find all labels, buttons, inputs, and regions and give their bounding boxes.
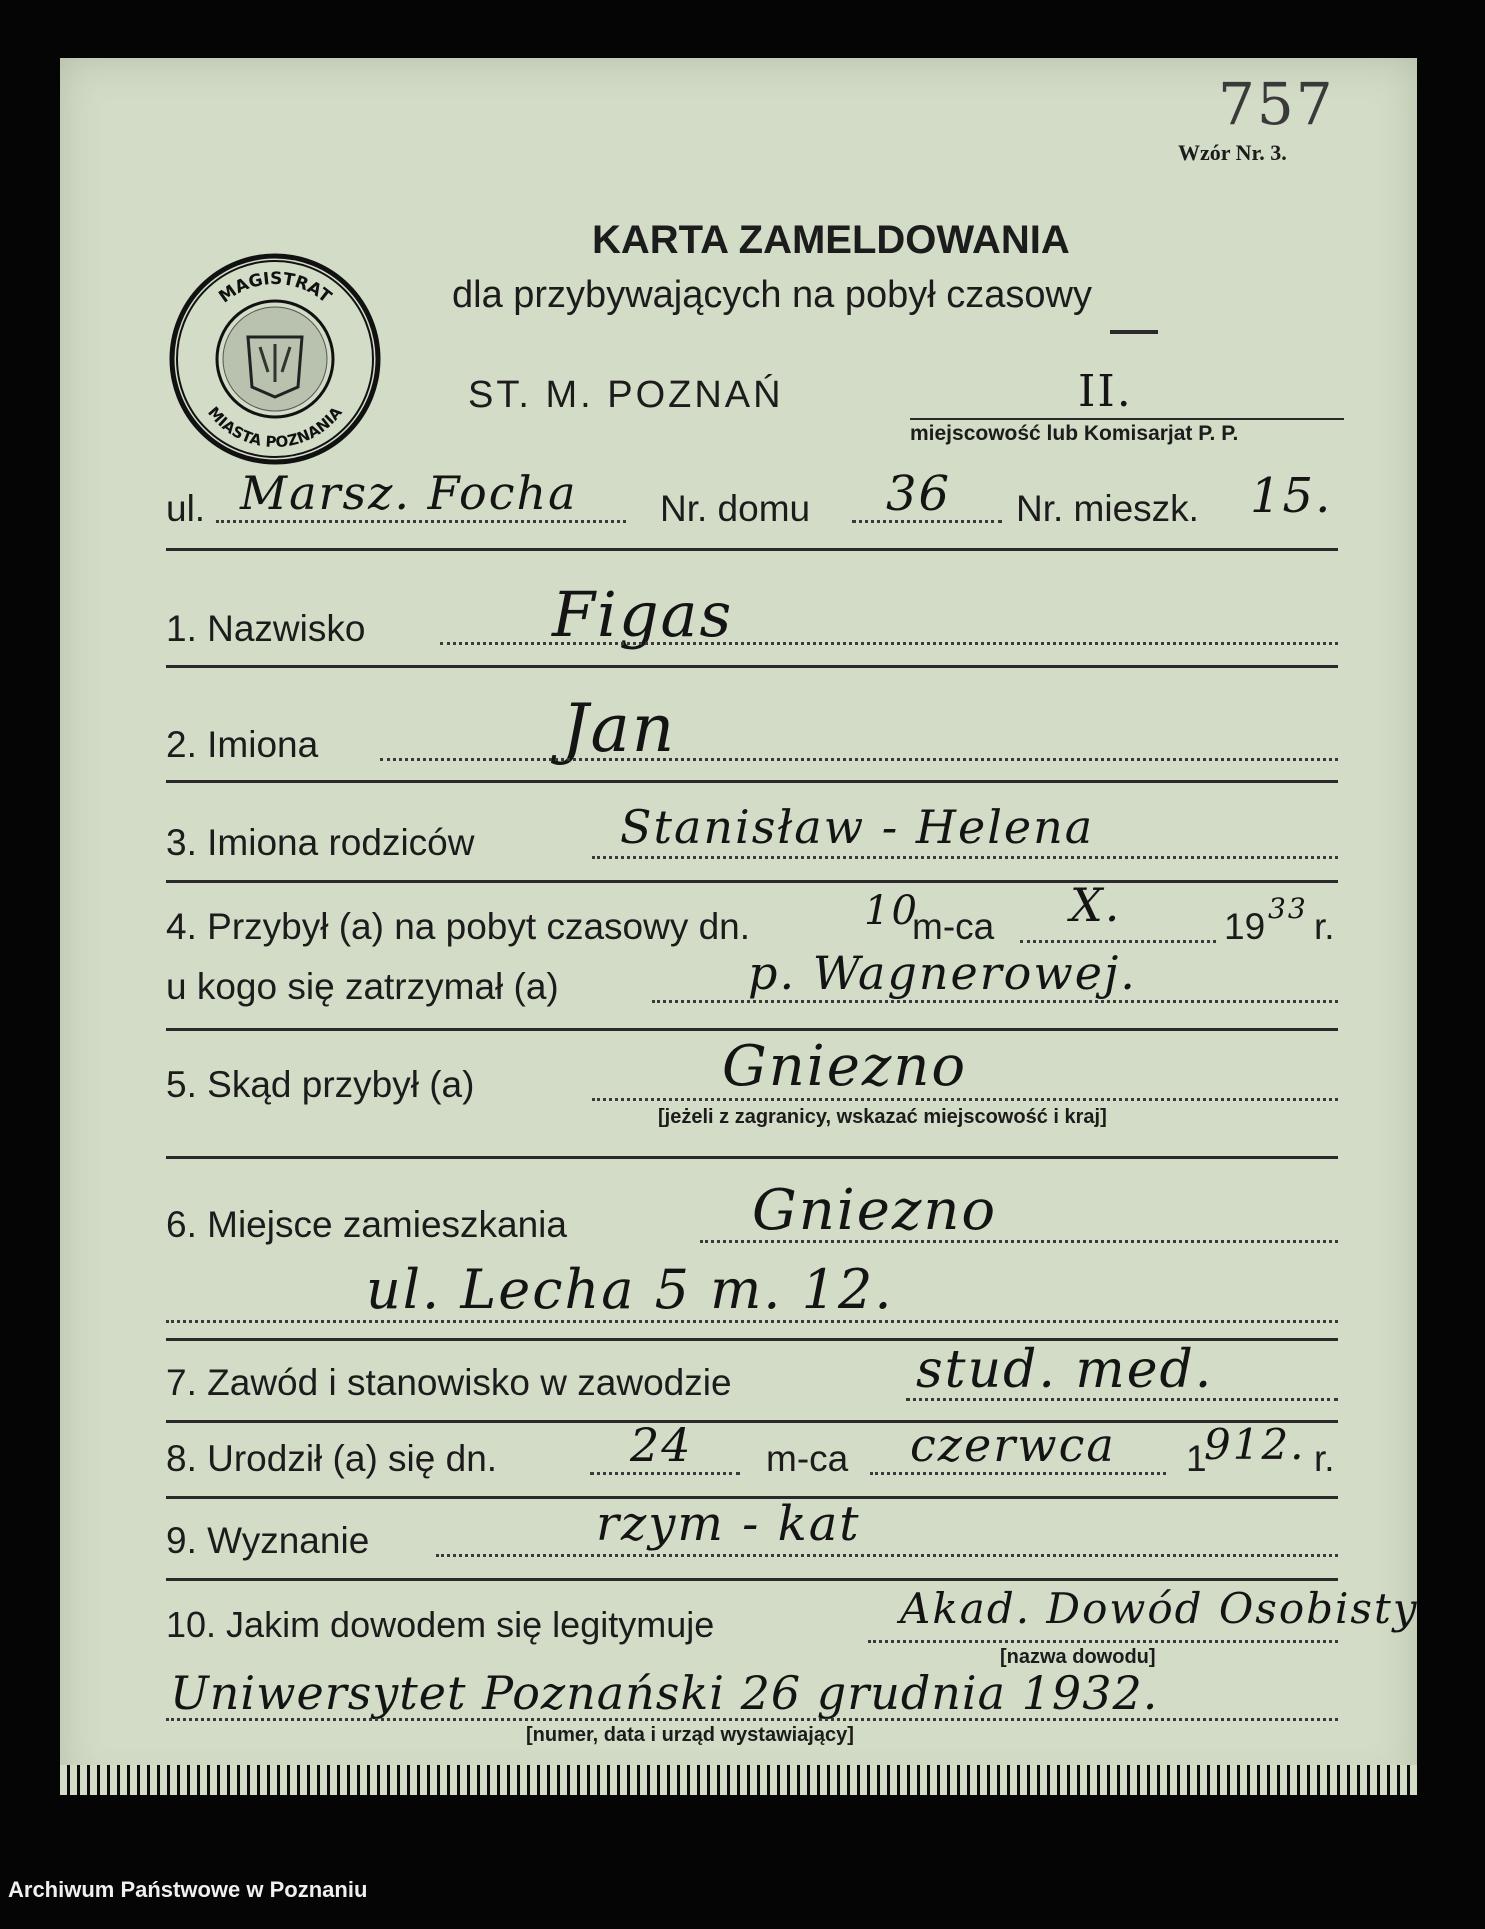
- field-5-value: Gniezno: [722, 1034, 968, 1099]
- field-9-dots: [436, 1554, 1338, 1557]
- divider-1: [166, 665, 1338, 668]
- field-8-month-label: m-ca: [766, 1438, 849, 1479]
- district-value: II.: [1078, 366, 1133, 417]
- field-10-note-2: [numer, data i urząd wystawiający]: [526, 1724, 854, 1746]
- field-6-value-2: ul. Lecha 5 m. 12.: [366, 1258, 894, 1321]
- field-2-label: 2. Imiona: [166, 724, 319, 765]
- field-3-value: Stanisław - Helena: [620, 800, 1095, 854]
- field-6-value: Gniezno: [752, 1178, 998, 1243]
- field-1-label: 1. Nazwisko: [166, 608, 366, 649]
- field-10-value-2: Uniwersytet Poznański 26 grudnia 1932.: [170, 1666, 1159, 1720]
- field-5-note: [jeżeli z zagranicy, wskazać miejscowość i kraj]: [658, 1106, 1107, 1128]
- house-dots: [852, 520, 1002, 523]
- field-7-value: stud. med.: [916, 1340, 1214, 1400]
- field-8-year-prefix: 1: [1186, 1438, 1207, 1479]
- field-6-dots: [700, 1240, 1338, 1243]
- field-4-label: 4. Przybył (a) na pobyt czasowy dn.: [166, 906, 751, 947]
- field-5-label: 5. Skąd przybył (a): [166, 1064, 475, 1105]
- field-8-month: czerwca: [910, 1418, 1116, 1472]
- subtitle-underline: [1110, 330, 1158, 334]
- field-7-label: 7. Zawód i stanowisko w zawodzie: [166, 1362, 732, 1403]
- field-10b-dots: [166, 1718, 1338, 1721]
- street-label: ul.: [166, 488, 206, 529]
- divider-4: [166, 1028, 1338, 1031]
- form-title: KARTA ZAMELDOWANIA: [592, 218, 1070, 262]
- field-8-r: r.: [1314, 1438, 1335, 1479]
- field-4-year: 33: [1268, 892, 1308, 925]
- field-9-label: 9. Wyznanie: [166, 1520, 370, 1561]
- field-4-r: r.: [1314, 906, 1335, 947]
- field-4b-dots: [652, 1000, 1338, 1003]
- field-4-month: X.: [1070, 878, 1122, 932]
- field-8-day: 24: [630, 1418, 693, 1472]
- house-number-label: Nr. domu: [660, 488, 811, 529]
- divider-9: [166, 1578, 1338, 1581]
- perforated-edge: [60, 1765, 1417, 1795]
- field-1-dots: [440, 642, 1338, 645]
- field-4b-value: p. Wagnerowej.: [748, 946, 1137, 1000]
- archive-caption: Archiwum Państwowe w Poznaniu: [8, 1877, 368, 1902]
- flat-number-label: Nr. mieszk.: [1016, 488, 1199, 529]
- field-9-value: rzym - kat: [596, 1496, 861, 1552]
- divider-2: [166, 780, 1338, 783]
- field-4-month-label: m-ca: [912, 906, 995, 947]
- form-subtitle: dla przybywających na pobył czasowy: [452, 274, 1092, 316]
- field-8-year: 912.: [1204, 1420, 1306, 1469]
- divider-5: [166, 1156, 1338, 1159]
- field-4-year-prefix: 19: [1224, 906, 1266, 947]
- field-1-value: Figas: [552, 578, 734, 651]
- field-8-day-dots: [590, 1472, 740, 1475]
- seal-bottom-text: MIASTA POZNANIA: [204, 403, 346, 452]
- field-3-dots: [592, 856, 1338, 859]
- field-4b-label: u kogo się zatrzymał (a): [166, 966, 559, 1007]
- city-name: ST. M. POZNAŃ: [468, 374, 784, 416]
- field-8-label: 8. Urodził (a) się dn.: [166, 1438, 498, 1479]
- divider-3: [166, 880, 1338, 883]
- street-value: Marsz. Focha: [240, 466, 578, 520]
- street-dots: [216, 520, 626, 523]
- field-7-dots: [906, 1398, 1338, 1401]
- field-10-note: [nazwa dowodu]: [1000, 1646, 1156, 1668]
- field-4-day: 10: [864, 888, 919, 934]
- field-3-label: 3. Imiona rodziców: [166, 822, 475, 863]
- field-10-value: Akad. Dowód Osobisty: [900, 1584, 1419, 1633]
- field-2-value: Jan: [562, 690, 677, 767]
- house-number-value: 36: [886, 466, 952, 522]
- field-4-dots: [1020, 940, 1216, 943]
- divider-address: [166, 548, 1338, 551]
- divider-7: [166, 1420, 1338, 1423]
- field-8-month-dots: [870, 1472, 1166, 1475]
- district-line: [910, 418, 1344, 420]
- field-5-dots: [592, 1098, 1338, 1101]
- field-10-dots: [868, 1640, 1338, 1643]
- field-6b-dots: [166, 1320, 1338, 1323]
- form-model-number: Wzór Nr. 3.: [1178, 140, 1287, 165]
- field-6-label: 6. Miejsce zamieszkania: [166, 1204, 567, 1245]
- field-10-label: 10. Jakim dowodem się legitymuje: [166, 1604, 715, 1645]
- flat-number-value: 15.: [1250, 468, 1333, 524]
- district-caption: miejscowość lub Komisarjat P. P.: [910, 422, 1239, 445]
- ref-number: 757: [1218, 70, 1335, 138]
- seal-top-text: MAGISTRAT: [215, 268, 335, 308]
- magistrat-seal: [168, 252, 382, 466]
- field-2-dots: [380, 758, 1338, 761]
